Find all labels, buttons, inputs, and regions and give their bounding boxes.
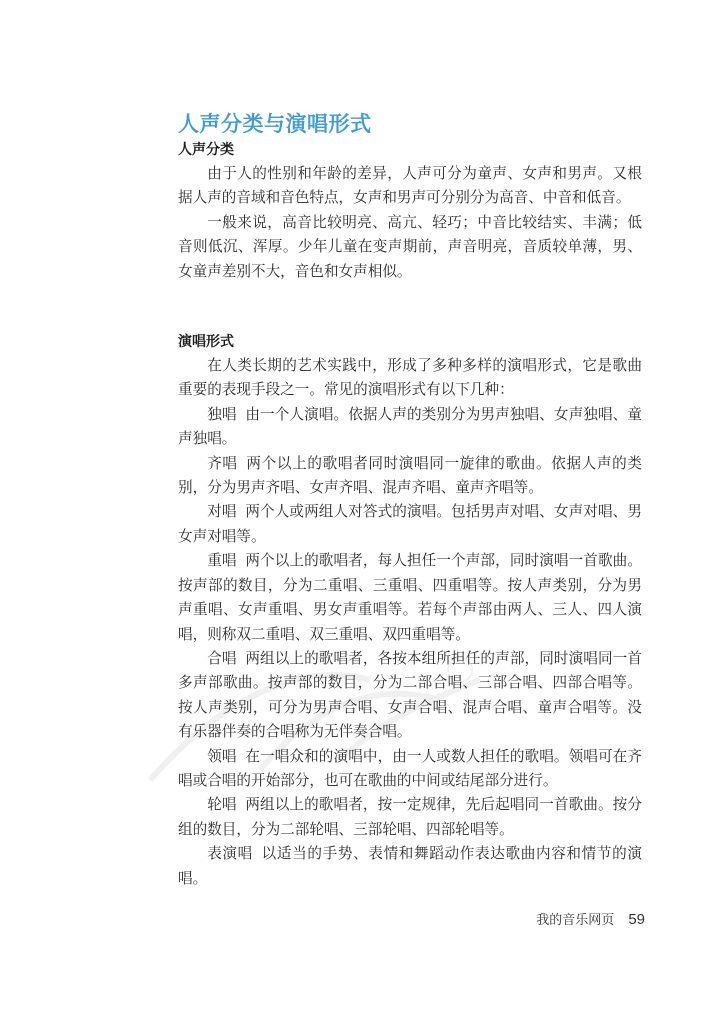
form-text: 在一唱众和的演唱中，由一人或数人担任的歌唱。领唱可在齐唱或合唱的开始部分，也可在歌曲的中间或结尾部分进行。: [178, 747, 642, 789]
form-text: 两组以上的歌唱者，按一定规律，先后起唱同一首歌曲。按分组的数目，分为二部轮唱、三部轮唱、四部轮唱等。: [178, 796, 642, 838]
form-lead: [178, 745, 642, 794]
form-term: 对唱: [207, 503, 237, 521]
section-heading-voice-types: 人声分类: [178, 142, 234, 158]
form-text: 两个以上的歌唱者，每人担任一个声部，同时演唱一首歌曲。按声部的数目，分为二重唱、三重唱、四重唱等。按人声类别，分为男声重唱、女声重唱、男女声重唱等。若每个声部由两人、三人、四人演唱，则称双二重唱、双三重唱、双四重唱等。: [178, 552, 642, 643]
form-term: 轮唱: [207, 796, 237, 814]
form-chorus: [178, 647, 642, 745]
form-term: 领唱: [207, 747, 237, 765]
page-content: [178, 110, 642, 891]
form-term: 合唱: [207, 649, 237, 667]
form-performance: [178, 842, 642, 891]
form-term: 齐唱: [207, 454, 238, 472]
section-heading-singing-forms: 演唱形式: [178, 334, 234, 351]
paragraph: 在人类长期的艺术实践中，形成了多种多样的演唱形式，它是歌曲重要的表现手段之一。常见的演唱形式有以下几种：: [178, 357, 642, 399]
page-number: 59: [628, 911, 645, 928]
form-text: 由一个人演唱。依据人声的类别分为男声独唱、女声独唱、童声独唱。: [178, 405, 642, 448]
form-term: 表演唱: [207, 845, 253, 863]
book-title: 我的音乐网页: [536, 913, 615, 928]
form-term: 独唱: [207, 405, 237, 423]
form-text: 两组以上的歌唱者，各按本组所担任的声部，同时演唱同一首多声部歌曲。按声部的数目，分为二部合唱、三部合唱、四部合唱等。按人声类别，可分为男声合唱、女声合唱、混声合唱、童声合唱等。没有乐器伴奏的合唱称为无伴奏合唱。: [178, 649, 642, 741]
page-footer: [536, 909, 645, 928]
paragraph: 由于人的性别和年龄的差异，人声可分为童声、女声和男声。又根据人声的音域和音色特点，女声和男声可分别分为高音、中音和低音。: [178, 165, 642, 207]
form-ensemble: [178, 549, 642, 647]
form-unison: [178, 452, 642, 501]
form-text: 以适当的手势、表情和舞蹈动作表达歌曲内容和情节的演唱。: [178, 845, 642, 887]
form-text: 两个以上的歌唱者同时演唱同一旋律的歌曲。依据人声的类别，分为男声齐唱、女声齐唱、混声齐唱、童声齐唱等。: [178, 454, 642, 497]
page-title: 人声分类与演唱形式: [178, 112, 372, 136]
form-round: [178, 793, 642, 842]
form-solo: [178, 403, 642, 452]
form-text: 两个人或两组人对答式的演唱。包括男声对唱、女声对唱、男女声对唱等。: [178, 503, 642, 545]
form-duet: [178, 500, 642, 549]
paragraph: 一般来说，高音比较明亮、高亢、轻巧；中音比较结实、丰满；低音则低沉、浑厚。少年儿童在变声期前，声音明亮，音质较单薄，男、女童声差别不大，音色和女声相似。: [178, 213, 642, 280]
form-term: 重唱: [207, 552, 237, 570]
